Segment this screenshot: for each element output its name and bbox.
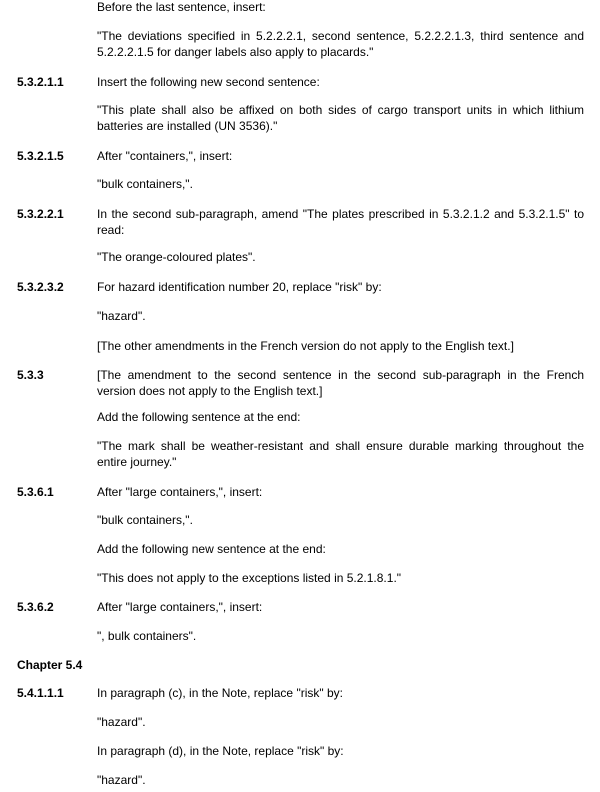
section-instruction: After "large containers,", insert: (97, 600, 263, 614)
section-quote: "This plate shall also be affixed on both sides of cargo transport units in which lithium batteries are installed (UN 3536)." (97, 103, 584, 133)
intro-instruction: Before the last sentence, insert: (97, 0, 266, 14)
section-instruction: In paragraph (c), in the Note, replace "risk" by: (97, 686, 343, 700)
chapter-heading: Chapter 5.4 (17, 658, 83, 672)
section-instruction-2: Add the following new sentence at the end: (97, 542, 326, 556)
intro-quote: "The deviations specified in 5.2.2.2.1, second sentence, 5.2.2.2.1.3, third sentence and 5.2.2.2.1.5 for danger labels also apply to placards." (97, 29, 584, 59)
section-quote: "bulk containers,". (97, 513, 193, 527)
section-number: 5.3.3 (17, 368, 44, 382)
section-quote: "The mark shall be weather-resistant and shall ensure durable marking throughout the entire journey." (97, 439, 584, 469)
section-number: 5.3.2.1.1 (17, 75, 64, 89)
section-instruction-2: Add the following sentence at the end: (97, 410, 301, 424)
section-quote: "hazard". (97, 309, 146, 323)
section-quote-2: "hazard". (97, 773, 146, 787)
section-number: 5.3.6.1 (17, 485, 54, 499)
section-quote: ", bulk containers". (97, 629, 197, 643)
section-instruction: After "containers,", insert: (97, 149, 233, 163)
section-instruction: Insert the following new second sentence: (97, 75, 320, 89)
section-instruction-2: In paragraph (d), in the Note, replace "risk" by: (97, 744, 344, 758)
section-instruction: For hazard identification number 20, replace "risk" by: (97, 280, 382, 294)
section-instruction: [The amendment to the second sentence in the second sub-paragraph in the French version does not apply to the English text.] (97, 368, 584, 398)
section-instruction: After "large containers,", insert: (97, 485, 263, 499)
section-number: 5.3.2.2.1 (17, 207, 64, 221)
section-quote: "The orange-coloured plates". (97, 250, 256, 264)
section-instruction: In the second sub-paragraph, amend "The plates prescribed in 5.3.2.1.2 and 5.3.2.1.5" to read: (97, 207, 584, 237)
section-number: 5.3.6.2 (17, 600, 54, 614)
section-quote: "bulk containers,". (97, 177, 193, 191)
section-number: 5.3.2.1.5 (17, 149, 64, 163)
section-number: 5.3.2.3.2 (17, 280, 64, 294)
section-note: [The other amendments in the French version do not apply to the English text.] (97, 339, 514, 353)
section-number: 5.4.1.1.1 (17, 686, 64, 700)
section-quote: "hazard". (97, 715, 146, 729)
section-quote-2: "This does not apply to the exceptions listed in 5.2.1.8.1." (97, 571, 402, 585)
